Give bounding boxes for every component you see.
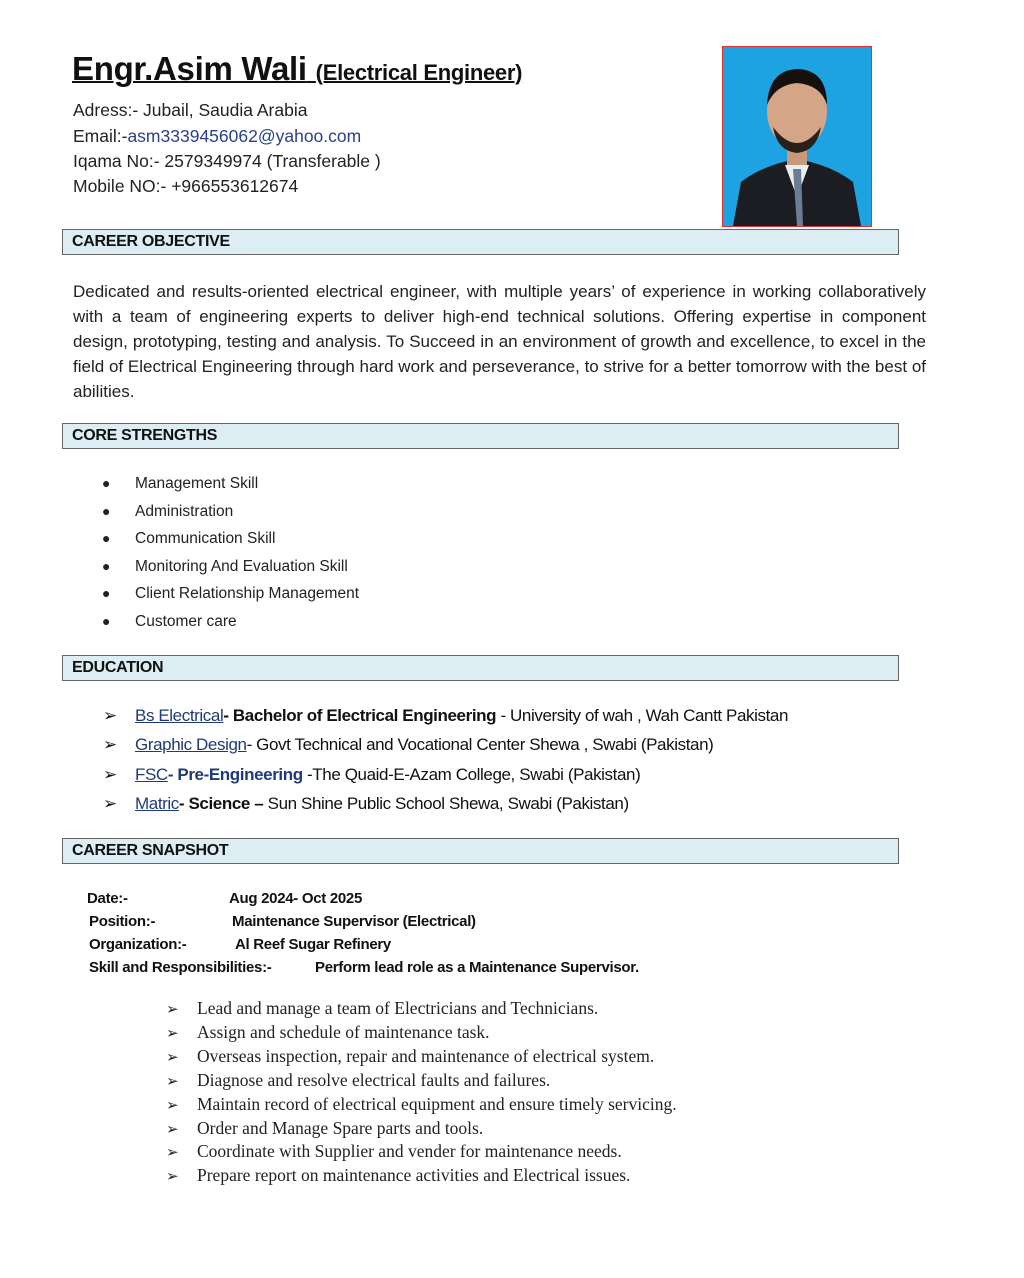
degree-title: - Science –: [178, 793, 264, 813]
responsibility-text: Coordinate with Supplier and vender for maintenance needs.: [197, 1141, 622, 1162]
responsibility-item: [166, 1165, 630, 1186]
arrow-bullet-icon: ➢: [166, 1120, 179, 1138]
organization-label: Organization:-: [89, 936, 187, 953]
section-header-education: EDUCATION: [62, 655, 899, 681]
strength-item: [102, 613, 237, 631]
profile-photo: [722, 46, 872, 227]
arrow-bullet-icon: ➢: [166, 1024, 179, 1042]
responsibility-text: Diagnose and resolve electrical faults and failures.: [197, 1069, 551, 1090]
degree-link[interactable]: Graphic Design: [135, 735, 247, 755]
bullet-icon: ●: [102, 502, 111, 519]
responsibility-text: Maintain record of electrical equipment and ensure timely servicing.: [197, 1093, 677, 1114]
education-item: [103, 735, 713, 755]
arrow-bullet-icon: ➢: [166, 1144, 179, 1162]
responsibility-item: [166, 1022, 490, 1043]
responsibility-item: [166, 1046, 654, 1067]
strength-item: [102, 530, 275, 548]
organization-value: Al Reef Sugar Refinery: [235, 936, 391, 953]
arrow-bullet-icon: ➢: [166, 1001, 179, 1018]
iqama-line: Iqama No:- 2579349974 (Transferable ): [73, 151, 381, 171]
degree-link[interactable]: FSC: [135, 764, 168, 784]
institution: Sun Shine Public School Shewa, Swabi (Pakistan): [263, 793, 629, 813]
education-item: [103, 794, 629, 814]
responsibility-item: [166, 1118, 483, 1139]
job-title: (Electrical Engineer): [315, 60, 523, 85]
email-link[interactable]: asm3339456062@yahoo.com: [127, 126, 362, 146]
responsibility-item: [166, 1070, 550, 1091]
degree-title: - Bachelor of Electrical Engineering: [223, 706, 497, 725]
address-line: [73, 100, 307, 121]
name-text: Engr.Asim Wali: [72, 50, 307, 87]
degree-title: - Pre-Engineering: [167, 764, 303, 784]
responsibility-text: Order and Manage Spare parts and tools.: [197, 1117, 484, 1138]
responsibility-text: Prepare report on maintenance activities and Electrical issues.: [197, 1165, 631, 1186]
arrow-bullet-icon: ➢: [103, 706, 117, 725]
candidate-name: [72, 50, 522, 88]
strength-text: Customer care: [135, 613, 237, 630]
education-item: [103, 765, 640, 785]
skills-value: Perform lead role as a Maintenance Supervisor.: [315, 959, 639, 976]
responsibility-text: Lead and manage a team of Electricians and Technicians.: [197, 998, 599, 1018]
section-header-core-strengths: CORE STRENGTHS: [62, 423, 899, 449]
strength-item: [102, 503, 233, 521]
address-value: Jubail, Saudia Arabia: [143, 100, 308, 120]
strength-text: Monitoring And Evaluation Skill: [135, 557, 348, 575]
responsibility-item: [166, 1141, 622, 1162]
arrow-bullet-icon: ➢: [103, 793, 117, 813]
institution: - University of wah , Wah Cantt Pakistan: [496, 706, 789, 725]
skills-label: Skill and Responsibilities:-: [89, 959, 272, 976]
arrow-bullet-icon: ➢: [166, 1168, 179, 1186]
position-value: Maintenance Supervisor (Electrical): [232, 913, 476, 930]
career-objective-text: Dedicated and results-oriented electrical engineer, with multiple years’ of experience in working collaboratively with a team of engineering experts to deliver high-end technical solutions. Offering expertise in component design, prototyping, testing and analysis. To Succeed in an environment of growth and excellence, to excel in the field of Electrical Engineering through hard work and perseverance, to strive for a better tomorrow with the best of abilities.: [73, 282, 926, 401]
mobile-line: Mobile NO:- +966553612674: [73, 176, 299, 196]
bullet-icon: ●: [102, 613, 111, 629]
institution: -The Quaid-E-Azam College, Swabi (Pakistan): [302, 764, 641, 784]
arrow-bullet-icon: ➢: [103, 735, 117, 755]
arrow-bullet-icon: ➢: [166, 1096, 179, 1114]
bullet-icon: ●: [102, 530, 111, 547]
institution: - Govt Technical and Vocational Center Shewa , Swabi (Pakistan): [246, 735, 714, 755]
responsibility-text: Overseas inspection, repair and maintenance of electrical system.: [197, 1045, 655, 1066]
strength-text: Client Relationship Management: [135, 585, 360, 603]
section-header-career-objective: CAREER OBJECTIVE: [62, 229, 899, 255]
strength-text: Communication Skill: [135, 530, 276, 548]
responsibility-item: [166, 998, 598, 1019]
arrow-bullet-icon: ➢: [103, 764, 117, 784]
arrow-bullet-icon: ➢: [166, 1048, 179, 1066]
bullet-icon: ●: [102, 475, 111, 491]
education-item: [103, 706, 788, 726]
bullet-icon: ●: [102, 557, 111, 574]
degree-link[interactable]: Matric: [135, 793, 179, 813]
responsibility-item: [166, 1094, 677, 1115]
arrow-bullet-icon: ➢: [166, 1072, 179, 1090]
bullet-icon: ●: [102, 585, 111, 602]
strength-text: Management Skill: [135, 475, 259, 492]
address-label: Adress:-: [73, 100, 139, 120]
date-value: Aug 2024- Oct 2025: [229, 890, 362, 907]
date-label: Date:-: [87, 890, 128, 907]
email-line: [73, 126, 361, 147]
section-header-career-snapshot: CAREER SNAPSHOT: [62, 838, 899, 864]
strength-item: [102, 475, 258, 493]
person-photo-icon: [723, 47, 871, 226]
responsibility-text: Assign and schedule of maintenance task.: [197, 1021, 490, 1042]
email-label: Email:-: [73, 126, 128, 146]
degree-link[interactable]: Bs Electrical: [135, 706, 224, 725]
position-label: Position:-: [89, 913, 156, 930]
strength-text: Administration: [135, 502, 234, 520]
strength-item: [102, 558, 348, 576]
strength-item: [102, 585, 359, 603]
